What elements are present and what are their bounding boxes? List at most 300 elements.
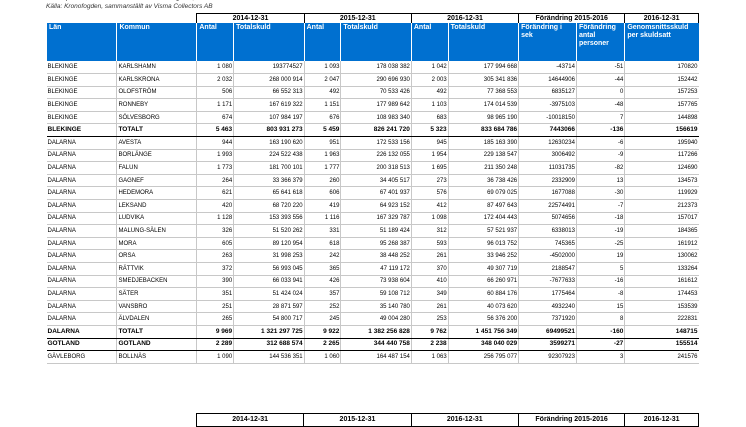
change-persons-cell: 19 [576,250,624,263]
average-debt-cell: 119929 [625,187,699,200]
year-header-2015: 2015-12-31 [304,414,411,427]
table-row [47,162,699,175]
change-sek-cell: 5074656 [519,212,577,225]
year-header-change: Förändring 2015-2016 [518,414,624,427]
lan-cell: BLEKINGE [47,111,117,124]
totalskuld-2015-cell: 826 241 720 [341,124,411,137]
table-row [47,174,699,187]
totalskuld-2016-cell: 211 350 248 [448,162,518,175]
totalskuld-2014-cell: 31 998 253 [234,250,304,263]
totalskuld-2016-cell: 174 014 539 [448,99,518,112]
average-debt-cell: 174453 [625,288,699,301]
totalskuld-2015-cell: 34 405 517 [341,174,411,187]
antal-2014-cell: 1 080 [197,61,234,74]
totalskuld-2016-cell: 348 040 029 [448,338,518,351]
kommun-cell: FALUN [117,162,197,175]
change-persons-cell: 8 [576,313,624,326]
table-row-total [47,325,699,338]
table-row [47,212,699,225]
antal-2015-cell: 242 [304,250,341,263]
table-row [47,300,699,313]
change-persons-cell: -48 [576,99,624,112]
totalskuld-2015-cell: 35 140 780 [341,300,411,313]
antal-2016-cell: 1 103 [411,99,448,112]
kommun-cell: SÖLVESBORG [117,111,197,124]
lan-cell: DALARNA [47,300,117,313]
antal-2015-cell: 426 [304,275,341,288]
change-sek-cell: 6835127 [519,86,577,99]
totalskuld-2014-cell: 107 984 197 [234,111,304,124]
antal-2015-cell: 252 [304,300,341,313]
totalskuld-2014-cell: 163 190 620 [234,137,304,150]
col-header-antal-2015: Antal [304,23,341,61]
antal-2015-cell: 2 265 [304,338,341,351]
antal-2016-cell: 2 238 [411,338,448,351]
antal-2016-cell: 1 042 [411,61,448,74]
change-persons-cell: 13 [576,174,624,187]
antal-2015-cell: 1 093 [304,61,341,74]
antal-2016-cell: 492 [411,86,448,99]
totalskuld-2014-cell: 65 641 618 [234,187,304,200]
change-persons-cell: -25 [576,237,624,250]
change-sek-cell: -4502000 [519,250,577,263]
kommun-cell: AVESTA [117,137,197,150]
table-row [47,111,699,124]
lan-cell: BLEKINGE [47,99,117,112]
totalskuld-2016-cell: 33 946 252 [448,250,518,263]
change-persons-cell: -9 [576,149,624,162]
change-persons-cell: -18 [576,212,624,225]
antal-2015-cell: 1 060 [304,351,341,364]
totalskuld-2014-cell: 153 393 556 [234,212,304,225]
antal-2016-cell: 593 [411,237,448,250]
kommun-cell: GAGNEF [117,174,197,187]
change-sek-cell: 1677088 [519,187,577,200]
antal-2016-cell: 2 003 [411,74,448,87]
totalskuld-2016-cell: 60 884 176 [448,288,518,301]
totalskuld-2015-cell: 47 119 172 [341,263,411,276]
lan-cell: DALARNA [47,237,117,250]
antal-2014-cell: 372 [197,263,234,276]
change-sek-cell: 3006492 [519,149,577,162]
table-row [47,187,699,200]
antal-2015-cell: 492 [304,86,341,99]
change-sek-cell: 11031735 [519,162,577,175]
antal-2014-cell: 621 [197,187,234,200]
year-header-change: Förändring 2015-2016 [519,14,625,24]
totalskuld-2015-cell: 95 268 387 [341,237,411,250]
totalskuld-2015-cell: 172 533 156 [341,137,411,150]
totalskuld-2014-cell: 51 424 024 [234,288,304,301]
antal-2015-cell: 260 [304,174,341,187]
totalskuld-2016-cell: 172 404 443 [448,212,518,225]
antal-2015-cell: 951 [304,137,341,150]
totalskuld-2014-cell: 803 931 273 [234,124,304,137]
totalskuld-2014-cell: 54 800 717 [234,313,304,326]
totalskuld-2015-cell: 164 487 154 [341,351,411,364]
year-spacer [46,414,196,427]
lan-cell: DALARNA [47,174,117,187]
change-persons-cell: -6 [576,137,624,150]
lan-cell: DALARNA [47,250,117,263]
change-sek-cell: 22574491 [519,200,577,213]
change-persons-cell: -16 [576,275,624,288]
totalskuld-2016-cell: 69 079 025 [448,187,518,200]
average-debt-cell: 212373 [625,200,699,213]
lan-cell: DALARNA [47,263,117,276]
totalskuld-2016-cell: 256 795 077 [448,351,518,364]
antal-2014-cell: 251 [197,300,234,313]
totalskuld-2015-cell: 108 983 340 [341,111,411,124]
col-header-change-sek: Förändring i sek [519,23,577,61]
totalskuld-2015-cell: 226 132 055 [341,149,411,162]
average-debt-cell: 148715 [625,325,699,338]
totalskuld-2014-cell: 68 720 220 [234,200,304,213]
totalskuld-2016-cell: 66 260 971 [448,275,518,288]
col-header-average-debt: Genomsnittsskuld per skuldsatt [625,23,699,61]
antal-2014-cell: 390 [197,275,234,288]
antal-2015-cell: 676 [304,111,341,124]
table-row [47,99,699,112]
totalskuld-2016-cell: 36 738 426 [448,174,518,187]
year-header-2015: 2015-12-31 [304,14,411,24]
totalskuld-2014-cell: 51 520 262 [234,225,304,238]
totalskuld-2015-cell: 177 989 642 [341,99,411,112]
average-debt-cell: 222831 [625,313,699,326]
average-debt-cell: 161912 [625,237,699,250]
totalskuld-2014-cell: 167 619 322 [234,99,304,112]
totalskuld-2015-cell: 70 533 426 [341,86,411,99]
table-row [47,237,699,250]
year-header-2016: 2016-12-31 [411,414,518,427]
totalskuld-2016-cell: 98 965 190 [448,111,518,124]
change-sek-cell: -43714 [519,61,577,74]
totalskuld-2014-cell: 66 552 313 [234,86,304,99]
col-header-lan: Län [47,23,117,61]
kommun-cell: VANSBRO [117,300,197,313]
debt-table [46,13,699,364]
antal-2015-cell: 606 [304,187,341,200]
totalskuld-2015-cell: 167 329 787 [341,212,411,225]
totalskuld-2016-cell: 305 341 836 [448,74,518,87]
antal-2016-cell: 273 [411,174,448,187]
totalskuld-2014-cell: 1 321 297 725 [234,325,304,338]
table-row [47,149,699,162]
totalskuld-2016-cell: 57 521 937 [448,225,518,238]
antal-2015-cell: 1 151 [304,99,341,112]
totalskuld-2014-cell: 33 366 379 [234,174,304,187]
change-persons-cell: -160 [576,325,624,338]
change-sek-cell: -10018150 [519,111,577,124]
col-header-totalskuld-2014: Totalskuld [234,23,304,61]
totalskuld-2016-cell: 229 138 547 [448,149,518,162]
antal-2015-cell: 357 [304,288,341,301]
change-sek-cell: -7677633 [519,275,577,288]
change-sek-cell: 69499521 [519,325,577,338]
antal-2016-cell: 370 [411,263,448,276]
change-persons-cell: -51 [576,61,624,74]
table-row-total [47,124,699,137]
antal-2014-cell: 420 [197,200,234,213]
kommun-cell: ORSA [117,250,197,263]
change-sek-cell: 3599271 [519,338,577,351]
change-sek-cell: 4932240 [519,300,577,313]
change-persons-cell: -27 [576,338,624,351]
table-row [47,250,699,263]
totalskuld-2015-cell: 290 696 930 [341,74,411,87]
change-persons-cell: 3 [576,351,624,364]
antal-2014-cell: 2 032 [197,74,234,87]
change-persons-cell: 0 [576,86,624,99]
kommun-cell: KARLSKRONA [117,74,197,87]
lan-cell: BLEKINGE [47,86,117,99]
totalskuld-2016-cell: 56 376 200 [448,313,518,326]
lan-cell: DALARNA [47,288,117,301]
totalskuld-2015-cell: 200 318 513 [341,162,411,175]
col-header-totalskuld-2016: Totalskuld [448,23,518,61]
average-debt-cell: 184365 [625,225,699,238]
change-persons-cell: -136 [576,124,624,137]
totalskuld-2016-cell: 77 368 553 [448,86,518,99]
totalskuld-2015-cell: 178 038 382 [341,61,411,74]
table-row [47,263,699,276]
antal-2016-cell: 312 [411,225,448,238]
lan-cell: GÄVLEBORG [47,351,117,364]
kommun-cell: RONNEBY [117,99,197,112]
average-debt-cell: 130062 [625,250,699,263]
repeated-year-header [46,413,699,427]
average-debt-cell: 161612 [625,275,699,288]
year-header-2016-avg: 2016-12-31 [625,414,699,427]
average-debt-cell: 157765 [625,99,699,112]
table-row [47,200,699,213]
kommun-cell: MALUNG-SÄLEN [117,225,197,238]
totalskuld-2015-cell: 49 004 280 [341,313,411,326]
antal-2014-cell: 9 969 [197,325,234,338]
change-sek-cell: 745365 [519,237,577,250]
antal-2016-cell: 9 762 [411,325,448,338]
change-sek-cell: 6338013 [519,225,577,238]
change-sek-cell: 12630234 [519,137,577,150]
totalskuld-2014-cell: 312 688 574 [234,338,304,351]
kommun-cell: LEKSAND [117,200,197,213]
antal-2016-cell: 253 [411,313,448,326]
totalskuld-2015-cell: 1 382 256 828 [341,325,411,338]
average-debt-cell: 170820 [625,61,699,74]
average-debt-cell: 195940 [625,137,699,150]
antal-2015-cell: 419 [304,200,341,213]
antal-2014-cell: 2 289 [197,338,234,351]
change-persons-cell: -19 [576,225,624,238]
kommun-cell: HEDEMORA [117,187,197,200]
totalskuld-2016-cell: 87 497 643 [448,200,518,213]
lan-cell: GOTLAND [47,338,117,351]
table-row [47,275,699,288]
col-header-change-persons: Förändring antal personer [576,23,624,61]
kommun-cell: OLOFSTRÖM [117,86,197,99]
antal-2016-cell: 5 323 [411,124,448,137]
antal-2016-cell: 1 063 [411,351,448,364]
antal-2016-cell: 576 [411,187,448,200]
change-sek-cell: -3975103 [519,99,577,112]
antal-2014-cell: 674 [197,111,234,124]
antal-2016-cell: 261 [411,300,448,313]
average-debt-cell: 124690 [625,162,699,175]
change-sek-cell: 7371920 [519,313,577,326]
table-row [47,74,699,87]
col-header-totalskuld-2015: Totalskuld [341,23,411,61]
antal-2015-cell: 1 777 [304,162,341,175]
totalskuld-2016-cell: 96 013 752 [448,237,518,250]
antal-2014-cell: 605 [197,237,234,250]
change-sek-cell: 2188547 [519,263,577,276]
col-header-antal-2014: Antal [197,23,234,61]
antal-2014-cell: 944 [197,137,234,150]
year-header-2014: 2014-12-31 [197,14,304,24]
average-debt-cell: 144898 [625,111,699,124]
antal-2015-cell: 9 922 [304,325,341,338]
antal-2016-cell: 945 [411,137,448,150]
kommun-cell: ÄLVDALEN [117,313,197,326]
lan-cell: DALARNA [47,137,117,150]
lan-cell: DALARNA [47,313,117,326]
antal-2015-cell: 1 963 [304,149,341,162]
totalskuld-2014-cell: 144 536 351 [234,351,304,364]
average-debt-cell: 117266 [625,149,699,162]
kommun-cell: RÄTTVIK [117,263,197,276]
change-persons-cell: -8 [576,288,624,301]
antal-2015-cell: 618 [304,237,341,250]
col-header-antal-2016: Antal [411,23,448,61]
antal-2014-cell: 1 993 [197,149,234,162]
col-header-kommun: Kommun [117,23,197,61]
antal-2016-cell: 412 [411,200,448,213]
table-row [47,313,699,326]
lan-cell: BLEKINGE [47,61,117,74]
kommun-cell: MORA [117,237,197,250]
year-header-2014: 2014-12-31 [196,414,303,427]
antal-2014-cell: 326 [197,225,234,238]
source-note: Källa: Kronofogden, sammanställt av Visma Collectors AB [46,3,213,10]
antal-2016-cell: 683 [411,111,448,124]
change-sek-cell: 1775464 [519,288,577,301]
kommun-cell: KARLSHAMN [117,61,197,74]
totalskuld-2015-cell: 73 938 604 [341,275,411,288]
totalskuld-2014-cell: 268 000 914 [234,74,304,87]
antal-2014-cell: 263 [197,250,234,263]
antal-2015-cell: 245 [304,313,341,326]
kommun-cell: TOTALT [117,124,197,137]
change-persons-cell: 7 [576,111,624,124]
table-row [47,225,699,238]
year-spacer [47,14,197,24]
average-debt-cell: 133264 [625,263,699,276]
antal-2014-cell: 5 463 [197,124,234,137]
antal-2014-cell: 506 [197,86,234,99]
change-persons-cell: -82 [576,162,624,175]
kommun-cell: SÄTER [117,288,197,301]
totalskuld-2016-cell: 185 163 390 [448,137,518,150]
antal-2016-cell: 349 [411,288,448,301]
antal-2015-cell: 1 116 [304,212,341,225]
totalskuld-2016-cell: 40 073 620 [448,300,518,313]
antal-2014-cell: 351 [197,288,234,301]
kommun-cell: TOTALT [117,325,197,338]
kommun-cell: BOLLNÄS [117,351,197,364]
lan-cell: DALARNA [47,225,117,238]
totalskuld-2014-cell: 28 871 597 [234,300,304,313]
change-sek-cell: 14644906 [519,74,577,87]
average-debt-cell: 155514 [625,338,699,351]
year-header-2016: 2016-12-31 [411,14,518,24]
average-debt-cell: 157017 [625,212,699,225]
antal-2016-cell: 1 098 [411,212,448,225]
table-row [47,86,699,99]
table-body [47,61,699,363]
average-debt-cell: 152442 [625,74,699,87]
antal-2015-cell: 2 047 [304,74,341,87]
average-debt-cell: 156619 [625,124,699,137]
kommun-cell: GOTLAND [117,338,197,351]
totalskuld-2015-cell: 38 448 252 [341,250,411,263]
lan-cell: DALARNA [47,162,117,175]
antal-2014-cell: 1 171 [197,99,234,112]
report-title [46,0,252,1]
lan-cell: DALARNA [47,212,117,225]
kommun-cell: BORLÄNGE [117,149,197,162]
totalskuld-2014-cell: 66 033 941 [234,275,304,288]
antal-2014-cell: 264 [197,174,234,187]
antal-2016-cell: 261 [411,250,448,263]
table-row [47,288,699,301]
totalskuld-2016-cell: 177 994 668 [448,61,518,74]
change-sek-cell: 92307923 [519,351,577,364]
change-persons-cell: 5 [576,263,624,276]
table-row-total [47,338,699,351]
lan-cell: BLEKINGE [47,124,117,137]
antal-2015-cell: 331 [304,225,341,238]
totalskuld-2016-cell: 833 684 786 [448,124,518,137]
kommun-cell: LUDVIKA [117,212,197,225]
year-header-2016-avg: 2016-12-31 [625,14,699,24]
change-persons-cell: -7 [576,200,624,213]
lan-cell: DALARNA [47,200,117,213]
totalskuld-2014-cell: 181 700 101 [234,162,304,175]
antal-2016-cell: 410 [411,275,448,288]
table-row [47,351,699,364]
antal-2014-cell: 1 128 [197,212,234,225]
totalskuld-2016-cell: 49 307 719 [448,263,518,276]
antal-2014-cell: 265 [197,313,234,326]
antal-2015-cell: 365 [304,263,341,276]
lan-cell: DALARNA [47,275,117,288]
average-debt-cell: 153539 [625,300,699,313]
change-persons-cell: 15 [576,300,624,313]
table-row [47,137,699,150]
change-sek-cell: 7443066 [519,124,577,137]
totalskuld-2015-cell: 59 108 712 [341,288,411,301]
totalskuld-2014-cell: 224 522 438 [234,149,304,162]
lan-cell: DALARNA [47,325,117,338]
totalskuld-2015-cell: 67 401 937 [341,187,411,200]
average-debt-cell: 241576 [625,351,699,364]
totalskuld-2014-cell: 193774527 [234,61,304,74]
totalskuld-2016-cell: 1 451 756 349 [448,325,518,338]
average-debt-cell: 157253 [625,86,699,99]
totalskuld-2014-cell: 89 120 954 [234,237,304,250]
antal-2014-cell: 1 773 [197,162,234,175]
totalskuld-2015-cell: 51 189 424 [341,225,411,238]
